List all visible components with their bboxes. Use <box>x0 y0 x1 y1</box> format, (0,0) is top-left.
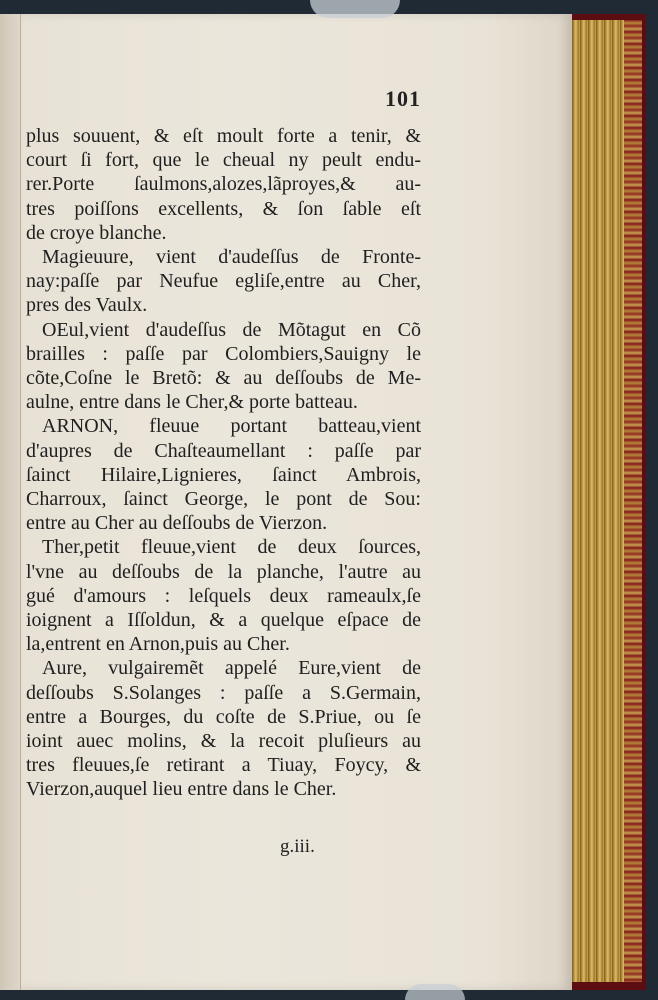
text-line: pres des Vaulx. <box>26 294 148 317</box>
text-line: rer.Porte ſaulmons,alozes,lãproyes,& au- <box>26 173 421 196</box>
text-line: tres poiſſons excellents, & ſon ſable eſt <box>26 197 421 220</box>
paragraph <box>26 656 421 801</box>
body-text <box>26 124 421 802</box>
text-line: Ther,petit fleuue,vient de deux ſources, <box>42 536 421 559</box>
paragraph <box>26 318 421 415</box>
text-line: deſſoubs S.Solanges : paſſe a S.Germain, <box>26 681 421 704</box>
text-line: d'aupres de Chaſteaumellant : paſſe par <box>26 439 421 462</box>
text-line: tres fleuues,ſe retirant a Tiuay, Foycy, & <box>26 754 421 777</box>
text-line: aulne, entre dans le Cher,& porte batteau. <box>26 391 358 414</box>
text-line: cõte,Coſne le Bretõ: & au deſſoubs de Me- <box>26 367 421 390</box>
text-line: ſainct Hilaire,Lignieres, ſainct Ambrois, <box>26 463 421 486</box>
gilded-page-edges <box>572 20 624 982</box>
text-line: de croye blanche. <box>26 221 167 244</box>
paragraph <box>26 245 421 318</box>
text-line: ARNON, fleuue portant batteau,vient <box>42 415 421 438</box>
text-line: ioint auec molins, & la recoit pluſieurs au <box>26 730 421 753</box>
decorated-page-edge <box>624 20 642 982</box>
page-clip-bottom <box>405 984 465 1000</box>
text-line: Vierzon,auquel lieu entre dans le Cher. <box>26 778 337 801</box>
paragraph <box>26 124 421 245</box>
page-clip-top <box>310 0 400 18</box>
text-line: Aure, vulgairemẽt appelé Eure,vient de <box>42 657 421 680</box>
text-line: Magieuure, vient d'audeſſus de Fronte- <box>42 246 421 269</box>
signature-mark: g.iii. <box>280 836 315 857</box>
text-line: ioignent a Iſſoldun, & a quelque eſpace de <box>26 609 421 632</box>
text-line: plus souuent, & eſt moult forte a tenir, & <box>26 125 421 147</box>
paragraph <box>26 535 421 656</box>
text-line: l'vne au deſſoubs de la planche, l'autre au <box>26 560 421 583</box>
page-number: 101 <box>385 86 421 111</box>
text-line: nay:paſſe par Neufue egliſe,entre au Cher, <box>26 270 421 293</box>
text-line: Charroux, ſainct George, le pont de Sou: <box>26 488 421 511</box>
facing-page-edge <box>0 14 21 990</box>
paragraph <box>26 414 421 535</box>
text-line: la,entrent en Arnon,puis au Cher. <box>26 633 290 656</box>
text-line: brailles : paſſe par Colombiers,Sauigny le <box>26 342 421 365</box>
text-line: entre au Cher au deſſoubs de Vierzon. <box>26 512 328 535</box>
text-line: OEul,vient d'audeſſus de Mõtagut en Cõ <box>42 318 421 341</box>
text-line: gué d'amours : leſquels deux rameaulx,ſe <box>26 584 421 607</box>
text-line: court ſi fort, que le cheual ny peult endu- <box>26 149 421 172</box>
text-line: entre a Bourges, du coſte de S.Priue, ou ſe <box>26 705 421 728</box>
